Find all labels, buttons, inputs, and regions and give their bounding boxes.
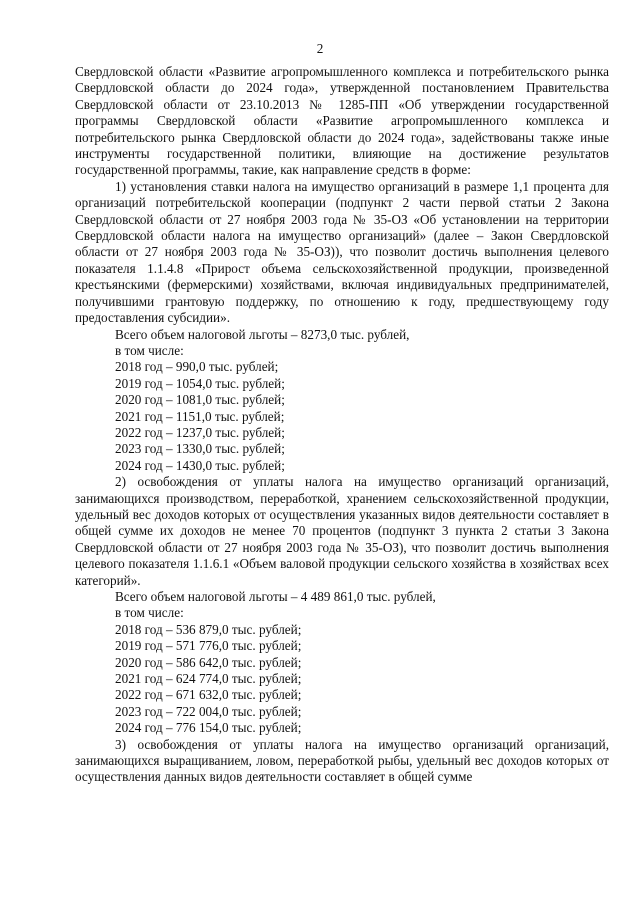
list-line: в том числе: xyxy=(115,605,184,621)
paragraph: Всего объем налоговой льготы – 8273,0 тыс. рублей, xyxy=(115,326,410,342)
list-line: 2023 год – 1330,0 тыс. рублей; xyxy=(115,441,285,457)
paragraph: Всего объем налоговой льготы – 4 489 861,0 тыс. рублей, xyxy=(115,589,436,604)
list-line: 2023 год – 722 004,0 тыс. рублей; xyxy=(115,703,302,719)
paragraph: Свердловской области «Развитие агропромышленного комплекса и потребительского рынка Свердловской области до 2024 года», утвержденной постановлением Правительства Свердловской области от 23.10.2013 № 1285-ПП «Об утверждении государственной программы Свердловской области «Развитие агропромышленного комплекса и потребительского рынка Свердловской области до 2024 года», задействованы также иные инструменты государственной политики, влияющие на достижение результатов государственной программы, такие, как направление средств в форме: xyxy=(75,64,609,178)
list-line: 2019 год – 571 776,0 тыс. рублей; xyxy=(115,638,302,654)
list-line: 2024 год – 776 154,0 тыс. рублей; xyxy=(115,720,302,736)
list-line: 2019 год – 1054,0 тыс. рублей; xyxy=(115,375,285,391)
list-line: 2021 год – 1151,0 тыс. рублей; xyxy=(115,408,285,424)
list-line: 2018 год – 536 879,0 тыс. рублей; xyxy=(115,621,302,637)
list-line: 2018 год – 990,0 тыс. рублей; xyxy=(115,359,279,375)
list-line: 2020 год – 1081,0 тыс. рублей; xyxy=(115,392,285,408)
page-number: 2 xyxy=(316,41,324,56)
list-line: 2021 год – 624 774,0 тыс. рублей; xyxy=(115,671,302,687)
paragraph: 2) освобождения от уплаты налога на имущество организаций организаций, занимающихся производством, переработкой, хранением сельскохозяйственной продукции, удельный вес доходов которых от осуществления указанных видов деятельности составляет в общей сумме их доходов не менее 70 процентов (подпункт 3 пункта 2 статьи 3 Закона Свердловской области от 27 ноября 2003 года № 35-ОЗ), что позволит достичь выполнения целевого показателя 1.1.6.1 «Объем валовой продукции сельского хозяйства в хозяйствах всех категорий». xyxy=(75,474,609,588)
list-line: 2020 год – 586 642,0 тыс. рублей; xyxy=(115,654,302,670)
list-line: в том числе: xyxy=(115,342,184,358)
list-line: 2022 год – 1237,0 тыс. рублей; xyxy=(115,424,285,440)
document-body xyxy=(75,64,609,786)
list-line: 2024 год – 1430,0 тыс. рублей; xyxy=(115,457,285,473)
paragraph: 1) установления ставки налога на имущество организаций в размере 1,1 процента для организаций потребительской кооперации (подпункт 2 части первой статьи 2 Закона Свердловской области от 27 ноября 2003 года № 35-ОЗ «Об установлении на территории Свердловской области налога на имущество организаций» (далее – Закон Свердловской области от 27 ноября 2003 года № 35-ОЗ)), что позволит достичь выполнения целевого показателя 1.1.4.8 «Прирост объема сельскохозяйственной продукции, произведенной крестьянскими (фермерскими) хозяйствами, включая индивидуальных предпринимателей, получившими грантовую поддержку, по отношению к году, предшествующему году предоставления субсидии». xyxy=(75,178,609,326)
paragraph: 3) освобождения от уплаты налога на имущество организаций организаций, занимающихся выращиванием, ловом, переработкой рыбы, удельный вес доходов которых от осуществления данных видов деятельности составляет в общей сумме xyxy=(75,736,609,785)
list-line: 2022 год – 671 632,0 тыс. рублей; xyxy=(115,687,302,703)
